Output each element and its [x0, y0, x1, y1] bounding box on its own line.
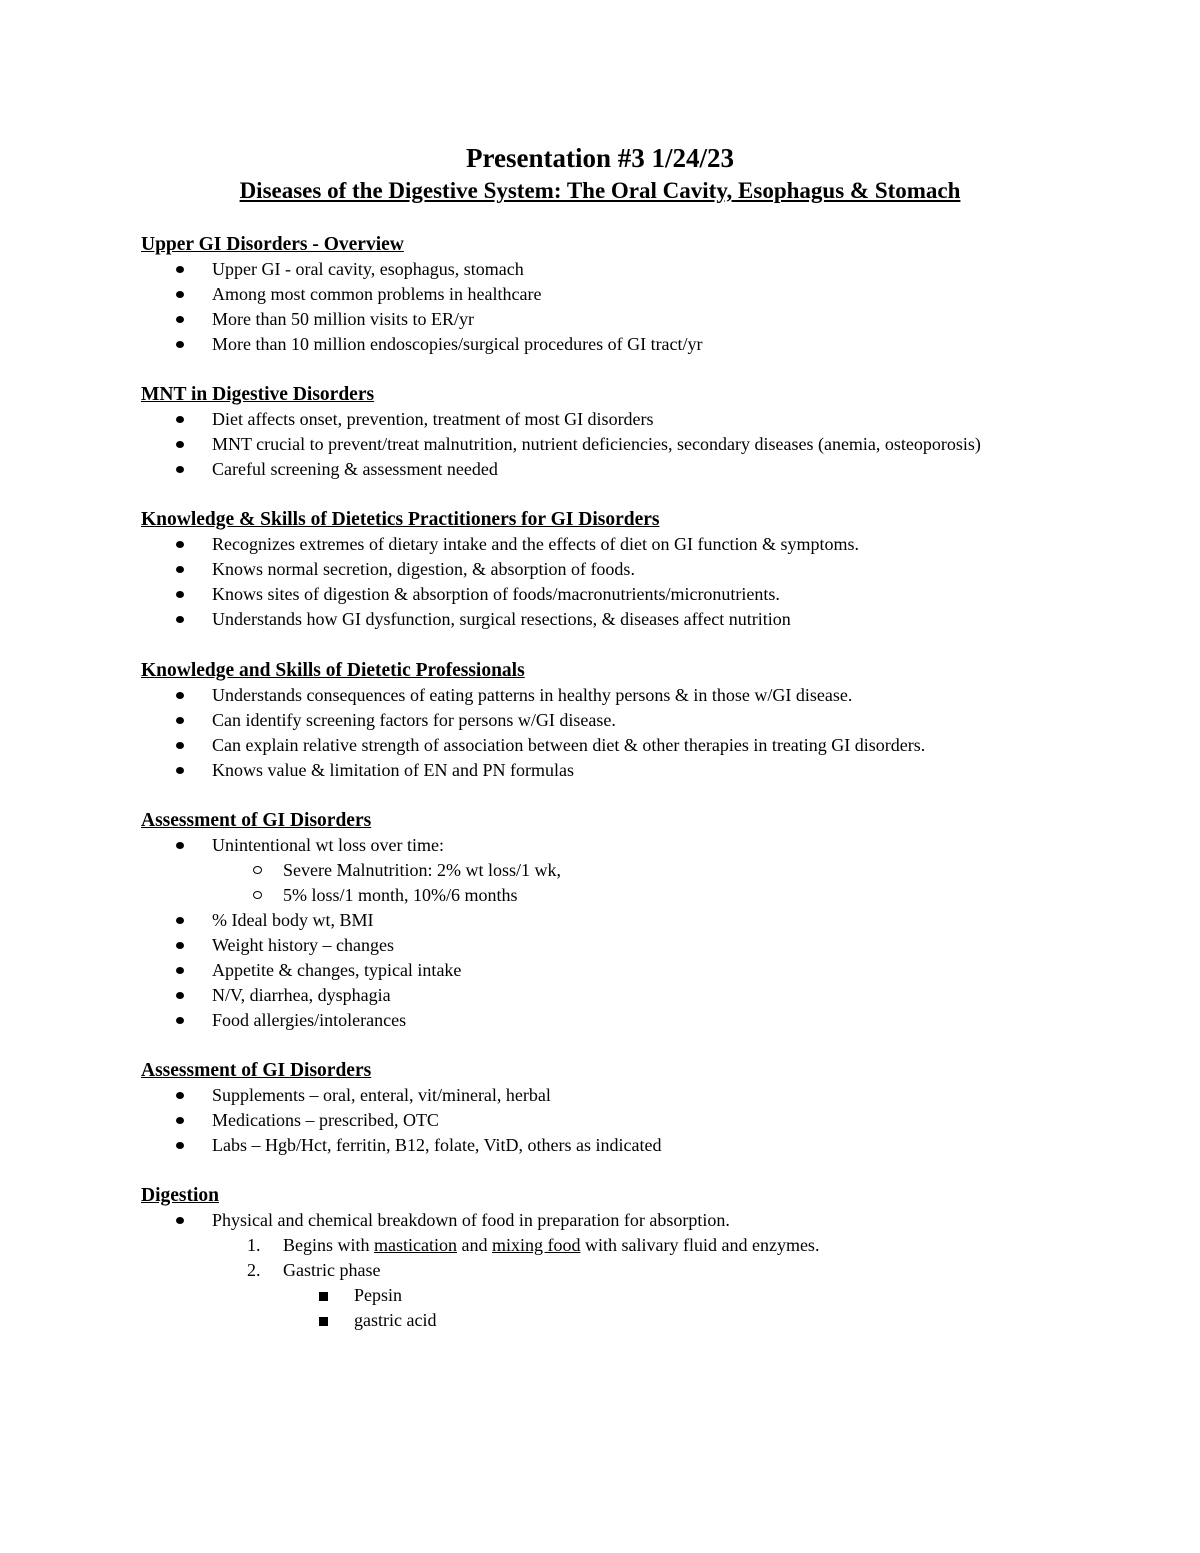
- section-heading: Upper GI Disorders - Overview: [141, 234, 404, 255]
- bullet-list: [141, 833, 1041, 1033]
- bullet-dot-icon: [176, 1092, 184, 1099]
- bullet-item: Understands how GI dysfunction, surgical resections, & diseases affect nutrition: [141, 607, 1041, 632]
- bullet-item: Can identify screening factors for persons w/GI disease.: [141, 708, 1041, 733]
- bullet-dot-icon: [176, 591, 184, 598]
- bullet-list: [141, 1083, 1041, 1158]
- sub-bullet-list: [212, 858, 1041, 908]
- bullet-dot-icon: [176, 992, 184, 999]
- section-mnt-digestive: [141, 382, 1041, 482]
- bullet-list: [141, 257, 1041, 357]
- square-bullet-item: Pepsin: [283, 1283, 1041, 1308]
- bullet-item: Medications – prescribed, OTC: [141, 1108, 1041, 1133]
- bullet-item: Knows value & limitation of EN and PN formulas: [141, 758, 1041, 783]
- bullet-list: [141, 407, 1041, 482]
- sub-bullet-item: Severe Malnutrition: 2% wt loss/1 wk,: [212, 858, 1041, 883]
- bullet-item: Knows normal secretion, digestion, & absorption of foods.: [141, 557, 1041, 582]
- bullet-list: [141, 1208, 1041, 1333]
- square-bullet-icon: [319, 1317, 328, 1326]
- bullet-item: Labs – Hgb/Hct, ferritin, B12, folate, VitD, others as indicated: [141, 1133, 1041, 1158]
- bullet-dot-icon: [176, 416, 184, 423]
- bullet-dot-icon: [176, 692, 184, 699]
- bullet-dot-icon: [176, 466, 184, 473]
- bullet-item: Upper GI - oral cavity, esophagus, stomach: [141, 257, 1041, 282]
- bullet-item: Weight history – changes: [141, 933, 1041, 958]
- page-subtitle: Diseases of the Digestive System: The Oral Cavity, Esophagus & Stomach: [239, 178, 961, 203]
- bullet-dot-icon: [176, 316, 184, 323]
- bullet-dot-icon: [176, 616, 184, 623]
- bullet-dot-icon: [176, 1117, 184, 1124]
- bullet-item: Can explain relative strength of association between diet & other therapies in treating GI disorders.: [141, 733, 1041, 758]
- bullet-list: [141, 532, 1041, 632]
- bullet-item: Appetite & changes, typical intake: [141, 958, 1041, 983]
- section-heading: Assessment of GI Disorders: [141, 809, 372, 831]
- square-bullet-icon: [319, 1292, 328, 1301]
- bullet-item: Recognizes extremes of dietary intake and the effects of diet on GI function & symptoms.: [141, 532, 1041, 557]
- bullet-item: MNT crucial to prevent/treat malnutrition, nutrient deficiencies, secondary diseases (anemia, osteoporosis): [141, 432, 1041, 457]
- bullet-item: Careful screening & assessment needed: [141, 457, 1041, 482]
- section-assessment-2: [141, 1058, 1041, 1158]
- bullet-item: N/V, diarrhea, dysphagia: [141, 983, 1041, 1008]
- bullet-item: Knows sites of digestion & absorption of foods/macronutrients/micronutrients.: [141, 582, 1041, 607]
- bullet-item: Physical and chemical breakdown of food in preparation for absorption. 1. Begins with mastication and mixing food with salivary fluid and enzymes. 2. Gastric phase Pepsin gastric acid: [141, 1208, 1041, 1333]
- bullet-item: Unintentional wt loss over time: Severe Malnutrition: 2% wt loss/1 wk, 5% loss/1 month, 10%/6 months: [141, 833, 1041, 908]
- underlined-term: mixing food: [492, 1235, 581, 1256]
- bullet-item: More than 10 million endoscopies/surgical procedures of GI tract/yr: [141, 332, 1041, 357]
- section-knowledge-practitioners: [141, 507, 1041, 632]
- numbered-item: 2. Gastric phase Pepsin gastric acid: [212, 1258, 1041, 1333]
- bullet-dot-icon: [176, 1217, 184, 1224]
- circle-bullet-icon: [253, 866, 262, 874]
- bullet-item: More than 50 million visits to ER/yr: [141, 307, 1041, 332]
- document-body: [141, 232, 1041, 1358]
- bullet-dot-icon: [176, 341, 184, 348]
- page-title: Presentation #3 1/24/23: [466, 143, 734, 173]
- bullet-dot-icon: [176, 767, 184, 774]
- bullet-item: Understands consequences of eating patterns in healthy persons & in those w/GI disease.: [141, 683, 1041, 708]
- numbered-item: 1. Begins with mastication and mixing food with salivary fluid and enzymes.: [212, 1233, 1041, 1258]
- bullet-dot-icon: [176, 842, 184, 849]
- numbered-list: [212, 1233, 1041, 1333]
- bullet-dot-icon: [176, 1142, 184, 1149]
- section-heading: MNT in Digestive Disorders: [141, 384, 375, 406]
- section-knowledge-professionals: [141, 658, 1041, 783]
- circle-bullet-icon: [253, 891, 262, 899]
- bullet-dot-icon: [176, 541, 184, 548]
- bullet-dot-icon: [176, 291, 184, 298]
- bullet-item: % Ideal body wt, BMI: [141, 908, 1041, 933]
- section-digestion: [141, 1183, 1041, 1333]
- bullet-item: Diet affects onset, prevention, treatment of most GI disorders: [141, 407, 1041, 432]
- bullet-dot-icon: [176, 566, 184, 573]
- bullet-dot-icon: [176, 942, 184, 949]
- section-heading: Digestion: [141, 1185, 219, 1207]
- bullet-dot-icon: [176, 917, 184, 924]
- section-upper-gi-overview: [141, 232, 1041, 357]
- bullet-item: Food allergies/intolerances: [141, 1008, 1041, 1033]
- square-bullet-item: gastric acid: [283, 1308, 1041, 1333]
- bullet-list: [141, 683, 1041, 783]
- bullet-dot-icon: [176, 441, 184, 448]
- square-bullet-list: [283, 1283, 1041, 1333]
- bullet-dot-icon: [176, 1017, 184, 1024]
- item-number: 2.: [247, 1260, 261, 1281]
- section-heading: Knowledge & Skills of Dietetics Practitioners for GI Disorders: [141, 509, 660, 531]
- section-heading: Assessment of GI Disorders: [141, 1059, 372, 1081]
- section-assessment-1: [141, 808, 1041, 1033]
- underlined-term: mastication: [374, 1235, 457, 1256]
- item-number: 1.: [247, 1235, 261, 1256]
- sub-bullet-item: 5% loss/1 month, 10%/6 months: [212, 883, 1041, 908]
- bullet-item: Among most common problems in healthcare: [141, 282, 1041, 307]
- bullet-dot-icon: [176, 266, 184, 273]
- section-heading: Knowledge and Skills of Dietetic Professionals: [141, 659, 525, 681]
- bullet-dot-icon: [176, 742, 184, 749]
- bullet-dot-icon: [176, 717, 184, 724]
- bullet-item: Supplements – oral, enteral, vit/mineral, herbal: [141, 1083, 1041, 1108]
- bullet-dot-icon: [176, 967, 184, 974]
